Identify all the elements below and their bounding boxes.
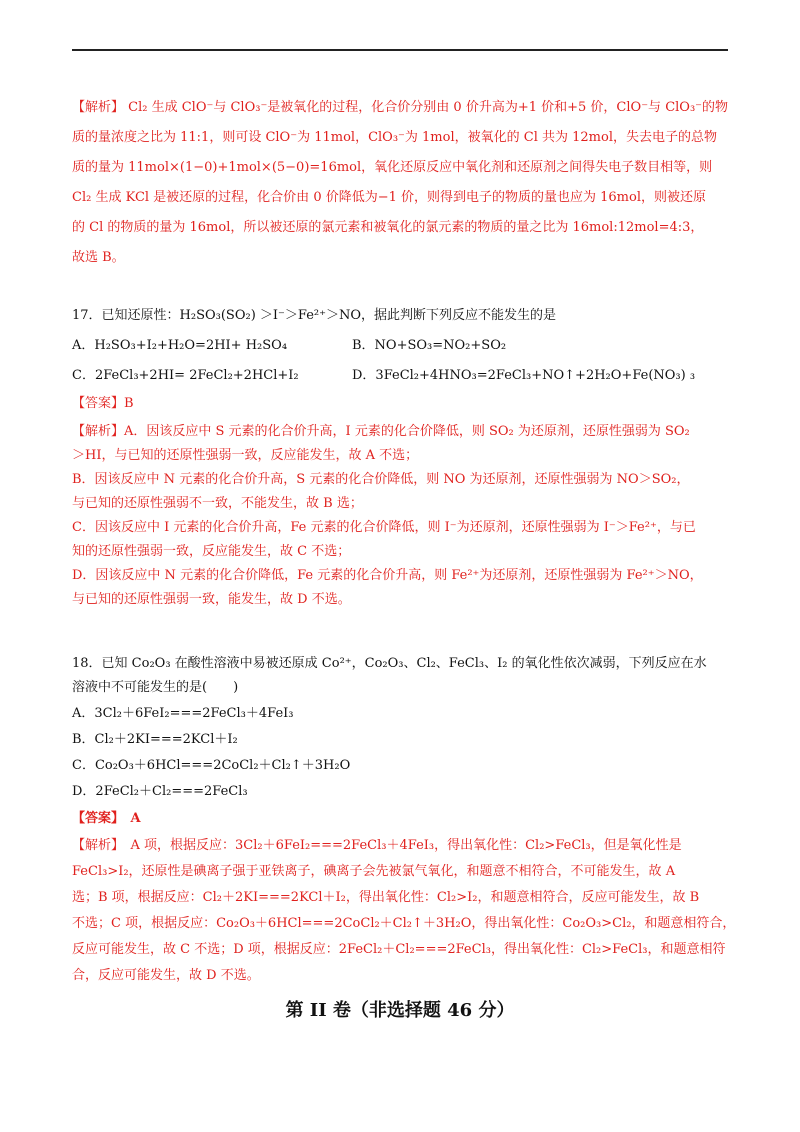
q16-analysis-line: 的 Cl 的物质的量为 16mol，所以被还原的氯元素和被氧化的氯元素的物质的量之比为 16mol:12mol=4:3， <box>72 220 704 235</box>
q17-stem: 17．已知还原性：H₂SO₃(SO₂) ＞I⁻＞Fe²⁺＞NO，据此判断下列反应不能发生的是 <box>72 308 557 323</box>
q17-analysis-line: 与已知的还原性强弱一致，能发生，故 D 不选。 <box>72 592 351 607</box>
q18-analysis-line: 不选；C 项，根据反应：Co₂O₃＋6HCl===2CoCl₂＋Cl₂↑＋3H₂O，得出氧化性：Co₂O₃>Cl₂，和题意相符合， <box>72 916 736 931</box>
q16-analysis-line: 故选 B。 <box>72 250 125 265</box>
q17-analysis-line: 知的还原性强弱一致，反应能发生，故 C 不选； <box>72 544 351 559</box>
q16-analysis-line: 【解析】 Cl₂ 生成 ClO⁻与 ClO₃⁻是被氧化的过程，化合价分别由 0 价升高为+1 价和+5 价，ClO⁻与 ClO₃⁻的物 <box>72 100 729 115</box>
q17-analysis-line: C．因该反应中 I 元素的化合价升高，Fe 元素的化合价降低，则 I⁻为还原剂，还原性强弱为 I⁻＞Fe²⁺，与已 <box>72 520 696 535</box>
q17-analysis-line: 与已知的还原性强弱不一致，不能发生，故 B 选； <box>72 496 363 511</box>
q18-analysis-line: 合，反应可能发生，故 D 不选。 <box>72 968 260 983</box>
q17-analysis-line: 【解析】A．因该反应中 S 元素的化合价升高，I 元素的化合价降低，则 SO₂ 为还原剂，还原性强弱为 SO₂ <box>72 424 690 439</box>
q18-analysis-line: FeCl₃>I₂，还原性是碘离子强于亚铁离子，碘离子会先被氯气氧化，和题意不相符合，不可能发生，故 A <box>72 864 676 879</box>
q17-analysis-line: ＞HI，与已知的还原性强弱一致，反应能发生，故 A 不选； <box>72 448 419 463</box>
section-title: 第 II 卷（非选择题 46 分） <box>285 1000 515 1021</box>
q17-option-c: C．2FeCl₃+2HI= 2FeCl₂+2HCl+I₂ <box>72 368 299 383</box>
q16-analysis-line: 质的量为 11mol×(1−0)+1mol×(5−0)=16mol，氧化还原反应中氧化剂和还原剂之间得失电子数目相等，则 <box>72 160 713 175</box>
q17-option-d: D．3FeCl₂+4HNO₃=2FeCl₃+NO↑+2H₂O+Fe(NO₃) ₃ <box>352 368 696 383</box>
q16-analysis-line: 质的量浓度之比为 11:1，则可设 ClO⁻为 11mol，ClO₃⁻为 1mol，被氧化的 Cl 共为 12mol，失去电子的总物 <box>72 130 717 145</box>
q17-answer: 【答案】B <box>72 396 134 411</box>
q18-option-d: D．2FeCl₂＋Cl₂===2FeCl₃ <box>72 784 248 799</box>
q18-option-b: B．Cl₂＋2KI===2KCl＋I₂ <box>72 732 238 747</box>
q18-analysis-line: 【解析】 A 项，根据反应：3Cl₂＋6FeI₂===2FeCl₃＋4FeI₃，得出氧化性：Cl₂>FeCl₃，但是氧化性是 <box>72 838 682 853</box>
q17-option-a: A．H₂SO₃+I₂+H₂O=2HI+ H₂SO₄ <box>72 338 288 353</box>
q18-stem-line1: 18．已知 Co₂O₃ 在酸性溶液中易被还原成 Co²⁺，Co₂O₃、Cl₂、FeCl₃、I₂ 的氧化性依次减弱，下列反应在水 <box>72 656 707 671</box>
header-rule <box>72 49 728 51</box>
q18-analysis-line: 反应可能发生，故 C 不选；D 项，根据反应：2FeCl₂＋Cl₂===2FeCl₃，得出氧化性：Cl₂>FeCl₃，和题意相符 <box>72 942 726 957</box>
q18-option-a: A．3Cl₂＋6FeI₂===2FeCl₃＋4FeI₃ <box>72 706 294 721</box>
q18-answer: 【答案】 A <box>72 811 141 826</box>
q17-analysis-line: B．因该反应中 N 元素的化合价升高，S 元素的化合价降低，则 NO 为还原剂，还原性强弱为 NO＞SO₂， <box>72 472 690 487</box>
q18-stem-line2: 溶液中不可能发生的是( ) <box>72 680 239 695</box>
q17-option-b: B．NO+SO₃=NO₂+SO₂ <box>352 338 507 353</box>
q18-option-c: C．Co₂O₃＋6HCl===2CoCl₂＋Cl₂↑＋3H₂O <box>72 758 351 773</box>
q17-analysis-line: D．因该反应中 N 元素的化合价降低，Fe 元素的化合价升高，则 Fe²⁺为还原剂，还原性强弱为 Fe²⁺＞NO， <box>72 568 703 583</box>
q18-analysis-line: 选；B 项，根据反应：Cl₂＋2KI===2KCl＋I₂，得出氧化性：Cl₂>I₂，和题意相符合，反应可能发生，故 B <box>72 890 700 905</box>
q16-analysis-line: Cl₂ 生成 KCl 是被还原的过程，化合价由 0 价降低为−1 价，则得到电子的物质的量也应为 16mol，则被还原 <box>72 190 706 205</box>
